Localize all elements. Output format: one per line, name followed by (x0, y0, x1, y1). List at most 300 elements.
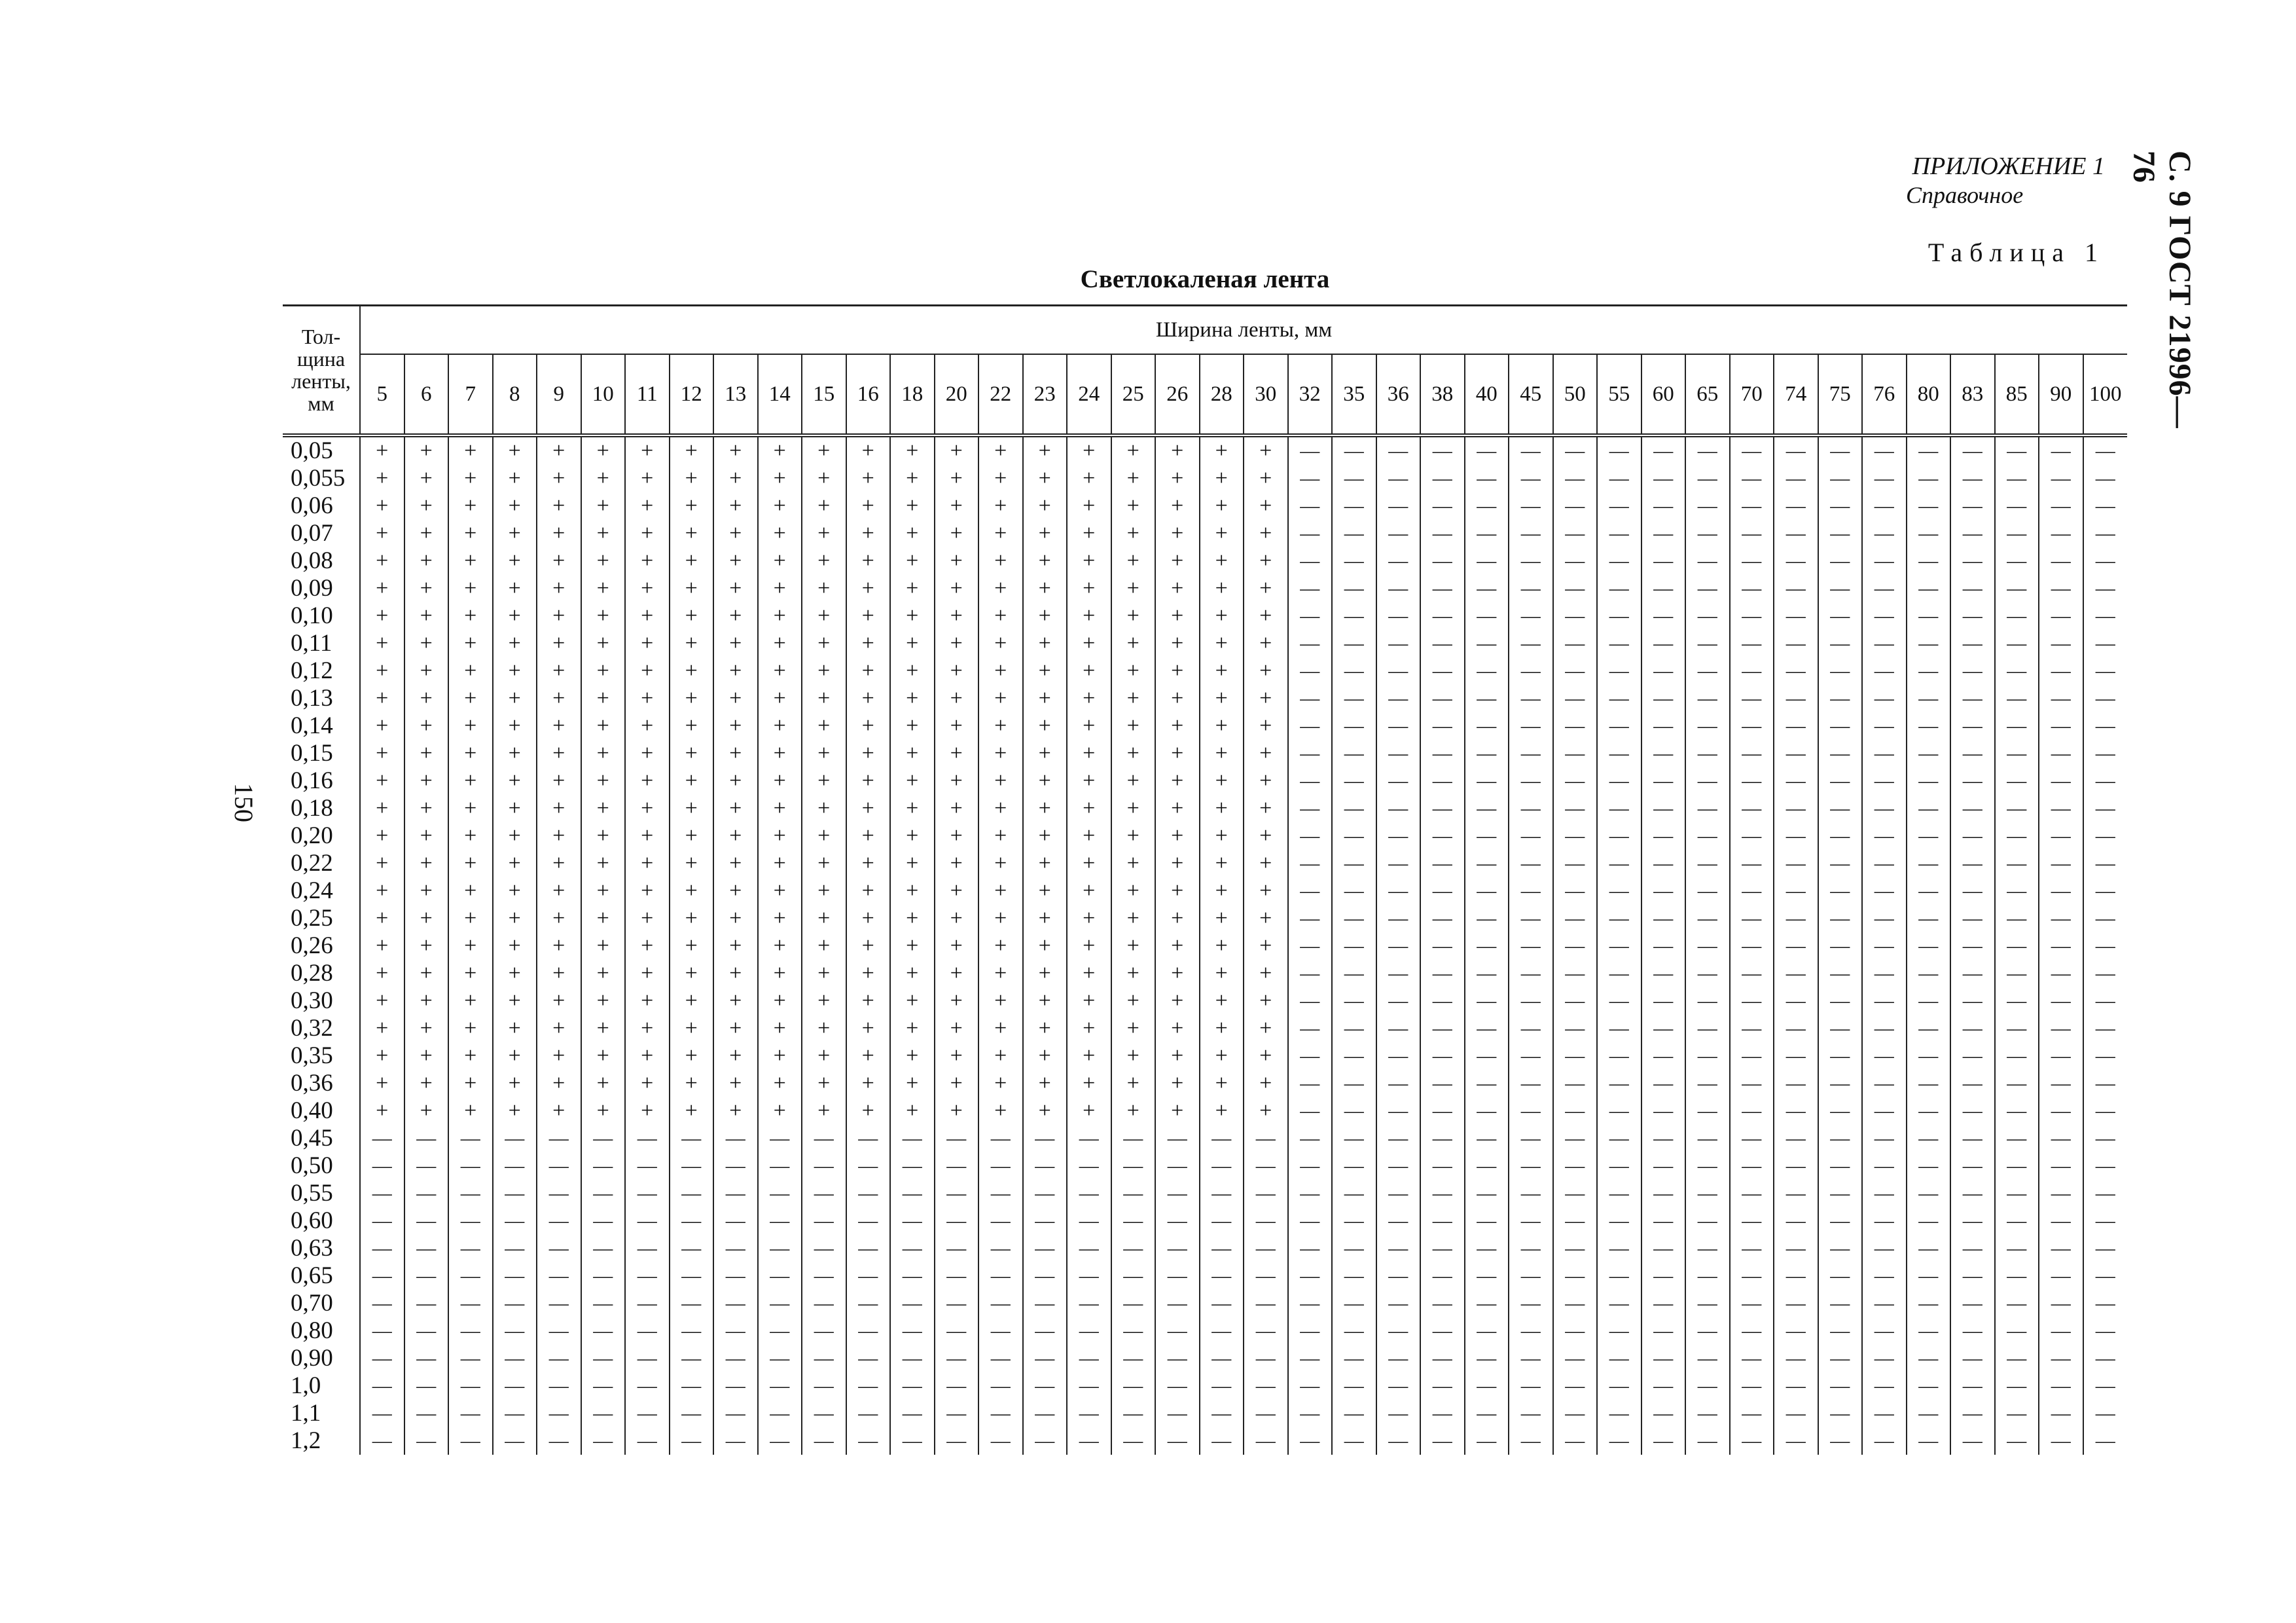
available-cell: + (1155, 712, 1200, 740)
unavailable-cell: — (1332, 822, 1376, 850)
unavailable-cell: — (1465, 850, 1509, 877)
available-cell: + (890, 877, 935, 905)
unavailable-cell: — (1907, 1372, 1951, 1400)
available-cell: + (935, 795, 979, 822)
unavailable-cell: — (1553, 932, 1598, 960)
unavailable-cell: — (1420, 465, 1465, 492)
unavailable-cell: — (1553, 767, 1598, 795)
available-cell: + (1155, 877, 1200, 905)
available-cell: + (670, 987, 714, 1015)
available-cell: + (713, 657, 758, 685)
unavailable-cell: — (1509, 877, 1553, 905)
available-cell: + (935, 740, 979, 767)
unavailable-cell: — (1553, 547, 1598, 575)
thickness-cell: 0,60 (283, 1207, 360, 1235)
unavailable-cell: — (1244, 1427, 1288, 1455)
unavailable-cell: — (1818, 630, 1863, 657)
unavailable-cell: — (1288, 437, 1333, 465)
unavailable-cell: — (1465, 492, 1509, 520)
available-cell: + (404, 822, 449, 850)
unavailable-cell: — (1509, 1235, 1553, 1262)
unavailable-cell: — (978, 1372, 1023, 1400)
unavailable-cell: — (978, 1400, 1023, 1427)
unavailable-cell: — (1774, 1427, 1818, 1455)
unavailable-cell: — (1155, 1427, 1200, 1455)
available-cell: + (1244, 630, 1288, 657)
available-cell: + (978, 850, 1023, 877)
unavailable-cell: — (1862, 932, 1907, 960)
unavailable-cell: — (1774, 1097, 1818, 1125)
available-cell: + (1200, 712, 1244, 740)
unavailable-cell: — (1465, 1070, 1509, 1097)
unavailable-cell: — (1420, 520, 1465, 547)
unavailable-cell: — (2039, 822, 2083, 850)
table-number: Таблица 1 (1928, 238, 2105, 267)
available-cell: + (404, 740, 449, 767)
available-cell: + (404, 1097, 449, 1125)
available-cell: + (581, 1042, 626, 1070)
available-cell: + (581, 850, 626, 877)
available-cell: + (1244, 822, 1288, 850)
unavailable-cell: — (1730, 1235, 1774, 1262)
available-cell: + (1200, 657, 1244, 685)
unavailable-cell: — (1200, 1290, 1244, 1317)
unavailable-cell: — (1862, 1125, 1907, 1152)
unavailable-cell: — (1155, 1317, 1200, 1345)
unavailable-cell: — (1420, 932, 1465, 960)
width-header-cell: 6 (404, 354, 449, 435)
unavailable-cell: — (1818, 1152, 1863, 1180)
available-cell: + (448, 960, 493, 987)
unavailable-cell: — (1950, 465, 1995, 492)
available-cell: + (537, 795, 581, 822)
unavailable-cell: — (935, 1372, 979, 1400)
unavailable-cell: — (1288, 1400, 1333, 1427)
unavailable-cell: — (1995, 877, 2039, 905)
available-cell: + (448, 602, 493, 630)
unavailable-cell: — (1685, 932, 1730, 960)
unavailable-cell: — (1420, 1207, 1465, 1235)
unavailable-cell: — (1641, 492, 1686, 520)
available-cell: + (448, 492, 493, 520)
available-cell: + (758, 712, 802, 740)
unavailable-cell: — (1420, 1400, 1465, 1427)
unavailable-cell: — (1730, 575, 1774, 602)
unavailable-cell: — (1376, 1400, 1421, 1427)
available-cell: + (581, 987, 626, 1015)
unavailable-cell: — (1465, 547, 1509, 575)
unavailable-cell: — (1950, 1235, 1995, 1262)
unavailable-cell: — (1200, 1372, 1244, 1400)
unavailable-cell: — (1730, 822, 1774, 850)
unavailable-cell: — (1730, 850, 1774, 877)
available-cell: + (890, 1097, 935, 1125)
unavailable-cell: — (1818, 1372, 1863, 1400)
unavailable-cell: — (1023, 1125, 1067, 1152)
available-cell: + (1244, 1015, 1288, 1042)
unavailable-cell: — (537, 1262, 581, 1290)
unavailable-cell: — (1907, 492, 1951, 520)
unavailable-cell: — (1862, 575, 1907, 602)
unavailable-cell: — (1067, 1372, 1111, 1400)
available-cell: + (1023, 960, 1067, 987)
unavailable-cell: — (1818, 850, 1863, 877)
unavailable-cell: — (1509, 1207, 1553, 1235)
thickness-cell: 0,22 (283, 850, 360, 877)
table-row (283, 1207, 2127, 1235)
unavailable-cell: — (1862, 960, 1907, 987)
unavailable-cell: — (670, 1345, 714, 1372)
available-cell: + (846, 740, 891, 767)
available-cell: + (1023, 767, 1067, 795)
unavailable-cell: — (537, 1125, 581, 1152)
available-cell: + (493, 685, 537, 712)
unavailable-cell: — (1420, 685, 1465, 712)
unavailable-cell: — (1420, 1345, 1465, 1372)
unavailable-cell: — (1288, 465, 1333, 492)
unavailable-cell: — (1995, 575, 2039, 602)
available-cell: + (890, 547, 935, 575)
available-cell: + (404, 547, 449, 575)
unavailable-cell: — (1244, 1125, 1288, 1152)
available-cell: + (1111, 437, 1156, 465)
unavailable-cell: — (713, 1152, 758, 1180)
available-cell: + (1067, 1097, 1111, 1125)
unavailable-cell: — (1995, 1097, 2039, 1125)
table-row (283, 960, 2127, 987)
unavailable-cell: — (713, 1262, 758, 1290)
available-cell: + (448, 1070, 493, 1097)
unavailable-cell: — (2039, 905, 2083, 932)
available-cell: + (890, 960, 935, 987)
available-cell: + (1111, 602, 1156, 630)
unavailable-cell: — (1597, 712, 1641, 740)
available-cell: + (537, 685, 581, 712)
unavailable-cell: — (1641, 1427, 1686, 1455)
unavailable-cell: — (802, 1427, 846, 1455)
available-cell: + (1244, 1042, 1288, 1070)
available-cell: + (890, 932, 935, 960)
available-cell: + (1155, 1042, 1200, 1070)
unavailable-cell: — (1730, 1097, 1774, 1125)
unavailable-cell: — (1862, 877, 1907, 905)
unavailable-cell: — (1862, 492, 1907, 520)
thickness-cell: 0,05 (283, 437, 360, 465)
unavailable-cell: — (1288, 547, 1333, 575)
unavailable-cell: — (1288, 1317, 1333, 1345)
unavailable-cell: — (1862, 767, 1907, 795)
unavailable-cell: — (1332, 1290, 1376, 1317)
unavailable-cell: — (1509, 1042, 1553, 1070)
available-cell: + (493, 712, 537, 740)
available-cell: + (890, 905, 935, 932)
unavailable-cell: — (1862, 1400, 1907, 1427)
unavailable-cell: — (404, 1317, 449, 1345)
available-cell: + (1155, 905, 1200, 932)
unavailable-cell: — (1376, 1262, 1421, 1290)
unavailable-cell: — (935, 1317, 979, 1345)
available-cell: + (493, 492, 537, 520)
unavailable-cell: — (2083, 1235, 2128, 1262)
available-cell: + (1244, 657, 1288, 685)
available-cell: + (1067, 547, 1111, 575)
unavailable-cell: — (625, 1235, 670, 1262)
unavailable-cell: — (935, 1400, 979, 1427)
unavailable-cell: — (1420, 657, 1465, 685)
available-cell: + (890, 795, 935, 822)
width-header-cell: 25 (1111, 354, 1156, 435)
unavailable-cell: — (1376, 520, 1421, 547)
unavailable-cell: — (1774, 905, 1818, 932)
unavailable-cell: — (404, 1262, 449, 1290)
unavailable-cell: — (1862, 1097, 1907, 1125)
unavailable-cell: — (1950, 850, 1995, 877)
unavailable-cell: — (1641, 987, 1686, 1015)
available-cell: + (1111, 822, 1156, 850)
unavailable-cell: — (1995, 1372, 2039, 1400)
unavailable-cell: — (1465, 932, 1509, 960)
unavailable-cell: — (1376, 795, 1421, 822)
unavailable-cell: — (1553, 1152, 1598, 1180)
unavailable-cell: — (1067, 1235, 1111, 1262)
unavailable-cell: — (1465, 1400, 1509, 1427)
unavailable-cell: — (1111, 1372, 1156, 1400)
available-cell: + (1023, 1097, 1067, 1125)
available-cell: + (404, 905, 449, 932)
unavailable-cell: — (1641, 602, 1686, 630)
unavailable-cell: — (2039, 1207, 2083, 1235)
unavailable-cell: — (1332, 740, 1376, 767)
unavailable-cell: — (1641, 1235, 1686, 1262)
unavailable-cell: — (2083, 1097, 2128, 1125)
available-cell: + (802, 492, 846, 520)
unavailable-cell: — (1862, 1372, 1907, 1400)
unavailable-cell: — (1774, 795, 1818, 822)
available-cell: + (537, 492, 581, 520)
unavailable-cell: — (890, 1180, 935, 1207)
unavailable-cell: — (1553, 1372, 1598, 1400)
thickness-cell: 0,70 (283, 1290, 360, 1317)
available-cell: + (537, 465, 581, 492)
unavailable-cell: — (493, 1180, 537, 1207)
unavailable-cell: — (978, 1235, 1023, 1262)
unavailable-cell: — (1509, 1262, 1553, 1290)
available-cell: + (1200, 547, 1244, 575)
available-cell: + (493, 960, 537, 987)
available-cell: + (713, 492, 758, 520)
thickness-cell: 0,24 (283, 877, 360, 905)
available-cell: + (448, 712, 493, 740)
available-cell: + (1200, 685, 1244, 712)
table-row (283, 630, 2127, 657)
available-cell: + (758, 767, 802, 795)
thickness-header: Тол- щина ленты, мм (283, 306, 360, 436)
unavailable-cell: — (1553, 740, 1598, 767)
unavailable-cell: — (1818, 1317, 1863, 1345)
unavailable-cell: — (1420, 547, 1465, 575)
unavailable-cell: — (670, 1180, 714, 1207)
unavailable-cell: — (448, 1400, 493, 1427)
unavailable-cell: — (537, 1207, 581, 1235)
available-cell: + (1155, 1015, 1200, 1042)
available-cell: + (1244, 520, 1288, 547)
unavailable-cell: — (1067, 1180, 1111, 1207)
thickness-cell: 0,80 (283, 1317, 360, 1345)
unavailable-cell: — (1509, 1015, 1553, 1042)
unavailable-cell: — (1288, 850, 1333, 877)
unavailable-cell: — (713, 1372, 758, 1400)
unavailable-cell: — (1995, 547, 2039, 575)
unavailable-cell: — (1023, 1290, 1067, 1317)
unavailable-cell: — (1244, 1235, 1288, 1262)
unavailable-cell: — (1907, 795, 1951, 822)
unavailable-cell: — (1685, 987, 1730, 1015)
available-cell: + (1067, 575, 1111, 602)
unavailable-cell: — (978, 1345, 1023, 1372)
unavailable-cell: — (1774, 520, 1818, 547)
unavailable-cell: — (1818, 1427, 1863, 1455)
available-cell: + (493, 1070, 537, 1097)
unavailable-cell: — (1862, 630, 1907, 657)
unavailable-cell: — (1420, 1317, 1465, 1345)
unavailable-cell: — (890, 1262, 935, 1290)
unavailable-cell: — (1288, 1262, 1333, 1290)
unavailable-cell: — (493, 1262, 537, 1290)
available-cell: + (1067, 520, 1111, 547)
available-cell: + (1023, 987, 1067, 1015)
unavailable-cell: — (1376, 987, 1421, 1015)
unavailable-cell: — (713, 1235, 758, 1262)
available-cell: + (1244, 795, 1288, 822)
unavailable-cell: — (2039, 1400, 2083, 1427)
unavailable-cell: — (1553, 822, 1598, 850)
unavailable-cell: — (1553, 1317, 1598, 1345)
available-cell: + (802, 822, 846, 850)
width-header-cell: 30 (1244, 354, 1288, 435)
available-cell: + (376, 824, 389, 848)
unavailable-cell: — (1641, 1400, 1686, 1427)
available-cell: + (713, 520, 758, 547)
available-cell: + (802, 437, 846, 465)
unavailable-cell: — (1641, 877, 1686, 905)
unavailable-cell: — (1420, 492, 1465, 520)
unavailable-cell: — (758, 1207, 802, 1235)
unavailable-cell: — (1288, 1427, 1333, 1455)
thickness-cell: 0,35 (283, 1042, 360, 1070)
available-cell: + (1244, 905, 1288, 932)
available-cell: + (625, 630, 670, 657)
unavailable-cell: — (846, 1262, 891, 1290)
unavailable-cell: — (1641, 712, 1686, 740)
available-cell: + (1244, 712, 1288, 740)
unavailable-cell: — (1376, 1372, 1421, 1400)
available-cell: + (448, 905, 493, 932)
unavailable-cell: — (1862, 1317, 1907, 1345)
unavailable-cell: — (1597, 1372, 1641, 1400)
available-cell: + (670, 1015, 714, 1042)
available-cell: + (935, 630, 979, 657)
available-cell: + (713, 767, 758, 795)
unavailable-cell: — (1818, 1125, 1863, 1152)
available-cell: + (846, 767, 891, 795)
unavailable-cell: — (2083, 437, 2128, 465)
available-cell: + (1067, 657, 1111, 685)
available-cell: + (1200, 492, 1244, 520)
available-cell: + (1023, 795, 1067, 822)
unavailable-cell: — (1509, 767, 1553, 795)
width-header-cell: 32 (1288, 354, 1333, 435)
available-cell: + (802, 465, 846, 492)
unavailable-cell: — (1465, 437, 1509, 465)
available-cell: + (758, 960, 802, 987)
available-cell: + (1200, 932, 1244, 960)
unavailable-cell: — (1288, 520, 1333, 547)
unavailable-cell: — (404, 1290, 449, 1317)
unavailable-cell: — (1950, 905, 1995, 932)
unavailable-cell: — (1774, 1235, 1818, 1262)
width-header-cell: 83 (1950, 354, 1995, 435)
available-cell: + (1067, 602, 1111, 630)
unavailable-cell: — (802, 1400, 846, 1427)
available-cell: + (670, 822, 714, 850)
available-cell: + (670, 630, 714, 657)
available-cell: + (1023, 932, 1067, 960)
unavailable-cell: — (1730, 960, 1774, 987)
unavailable-cell: — (1685, 1290, 1730, 1317)
unavailable-cell: — (1288, 1207, 1333, 1235)
unavailable-cell: — (1818, 1345, 1863, 1372)
available-cell: + (404, 987, 449, 1015)
unavailable-cell: — (1774, 740, 1818, 767)
unavailable-cell: — (1641, 740, 1686, 767)
unavailable-cell: — (1597, 1015, 1641, 1042)
available-cell: + (846, 1042, 891, 1070)
table-row (283, 657, 2127, 685)
unavailable-cell: — (1465, 1345, 1509, 1372)
unavailable-cell: — (1509, 465, 1553, 492)
available-cell: + (978, 1042, 1023, 1070)
unavailable-cell: — (404, 1180, 449, 1207)
unavailable-cell: — (1332, 1372, 1376, 1400)
unavailable-cell: — (1023, 1427, 1067, 1455)
unavailable-cell: — (2039, 685, 2083, 712)
available-cell: + (1244, 602, 1288, 630)
unavailable-cell: — (846, 1125, 891, 1152)
available-cell: + (448, 630, 493, 657)
unavailable-cell: — (493, 1235, 537, 1262)
available-cell: + (493, 575, 537, 602)
unavailable-cell: — (758, 1262, 802, 1290)
unavailable-cell: — (1509, 932, 1553, 960)
unavailable-cell: — (1995, 987, 2039, 1015)
available-cell: + (890, 850, 935, 877)
unavailable-cell: — (1465, 520, 1509, 547)
available-cell: + (935, 575, 979, 602)
available-cell: + (1244, 547, 1288, 575)
available-cell: + (846, 905, 891, 932)
unavailable-cell: — (1288, 1152, 1333, 1180)
unavailable-cell: — (2083, 877, 2128, 905)
available-cell: + (1200, 850, 1244, 877)
unavailable-cell: — (404, 1400, 449, 1427)
unavailable-cell: — (1509, 1125, 1553, 1152)
available-cell: + (1200, 960, 1244, 987)
available-cell: + (978, 1015, 1023, 1042)
unavailable-cell: — (1641, 1262, 1686, 1290)
unavailable-cell: — (1950, 1372, 1995, 1400)
unavailable-cell: — (713, 1207, 758, 1235)
unavailable-cell: — (1862, 1152, 1907, 1180)
